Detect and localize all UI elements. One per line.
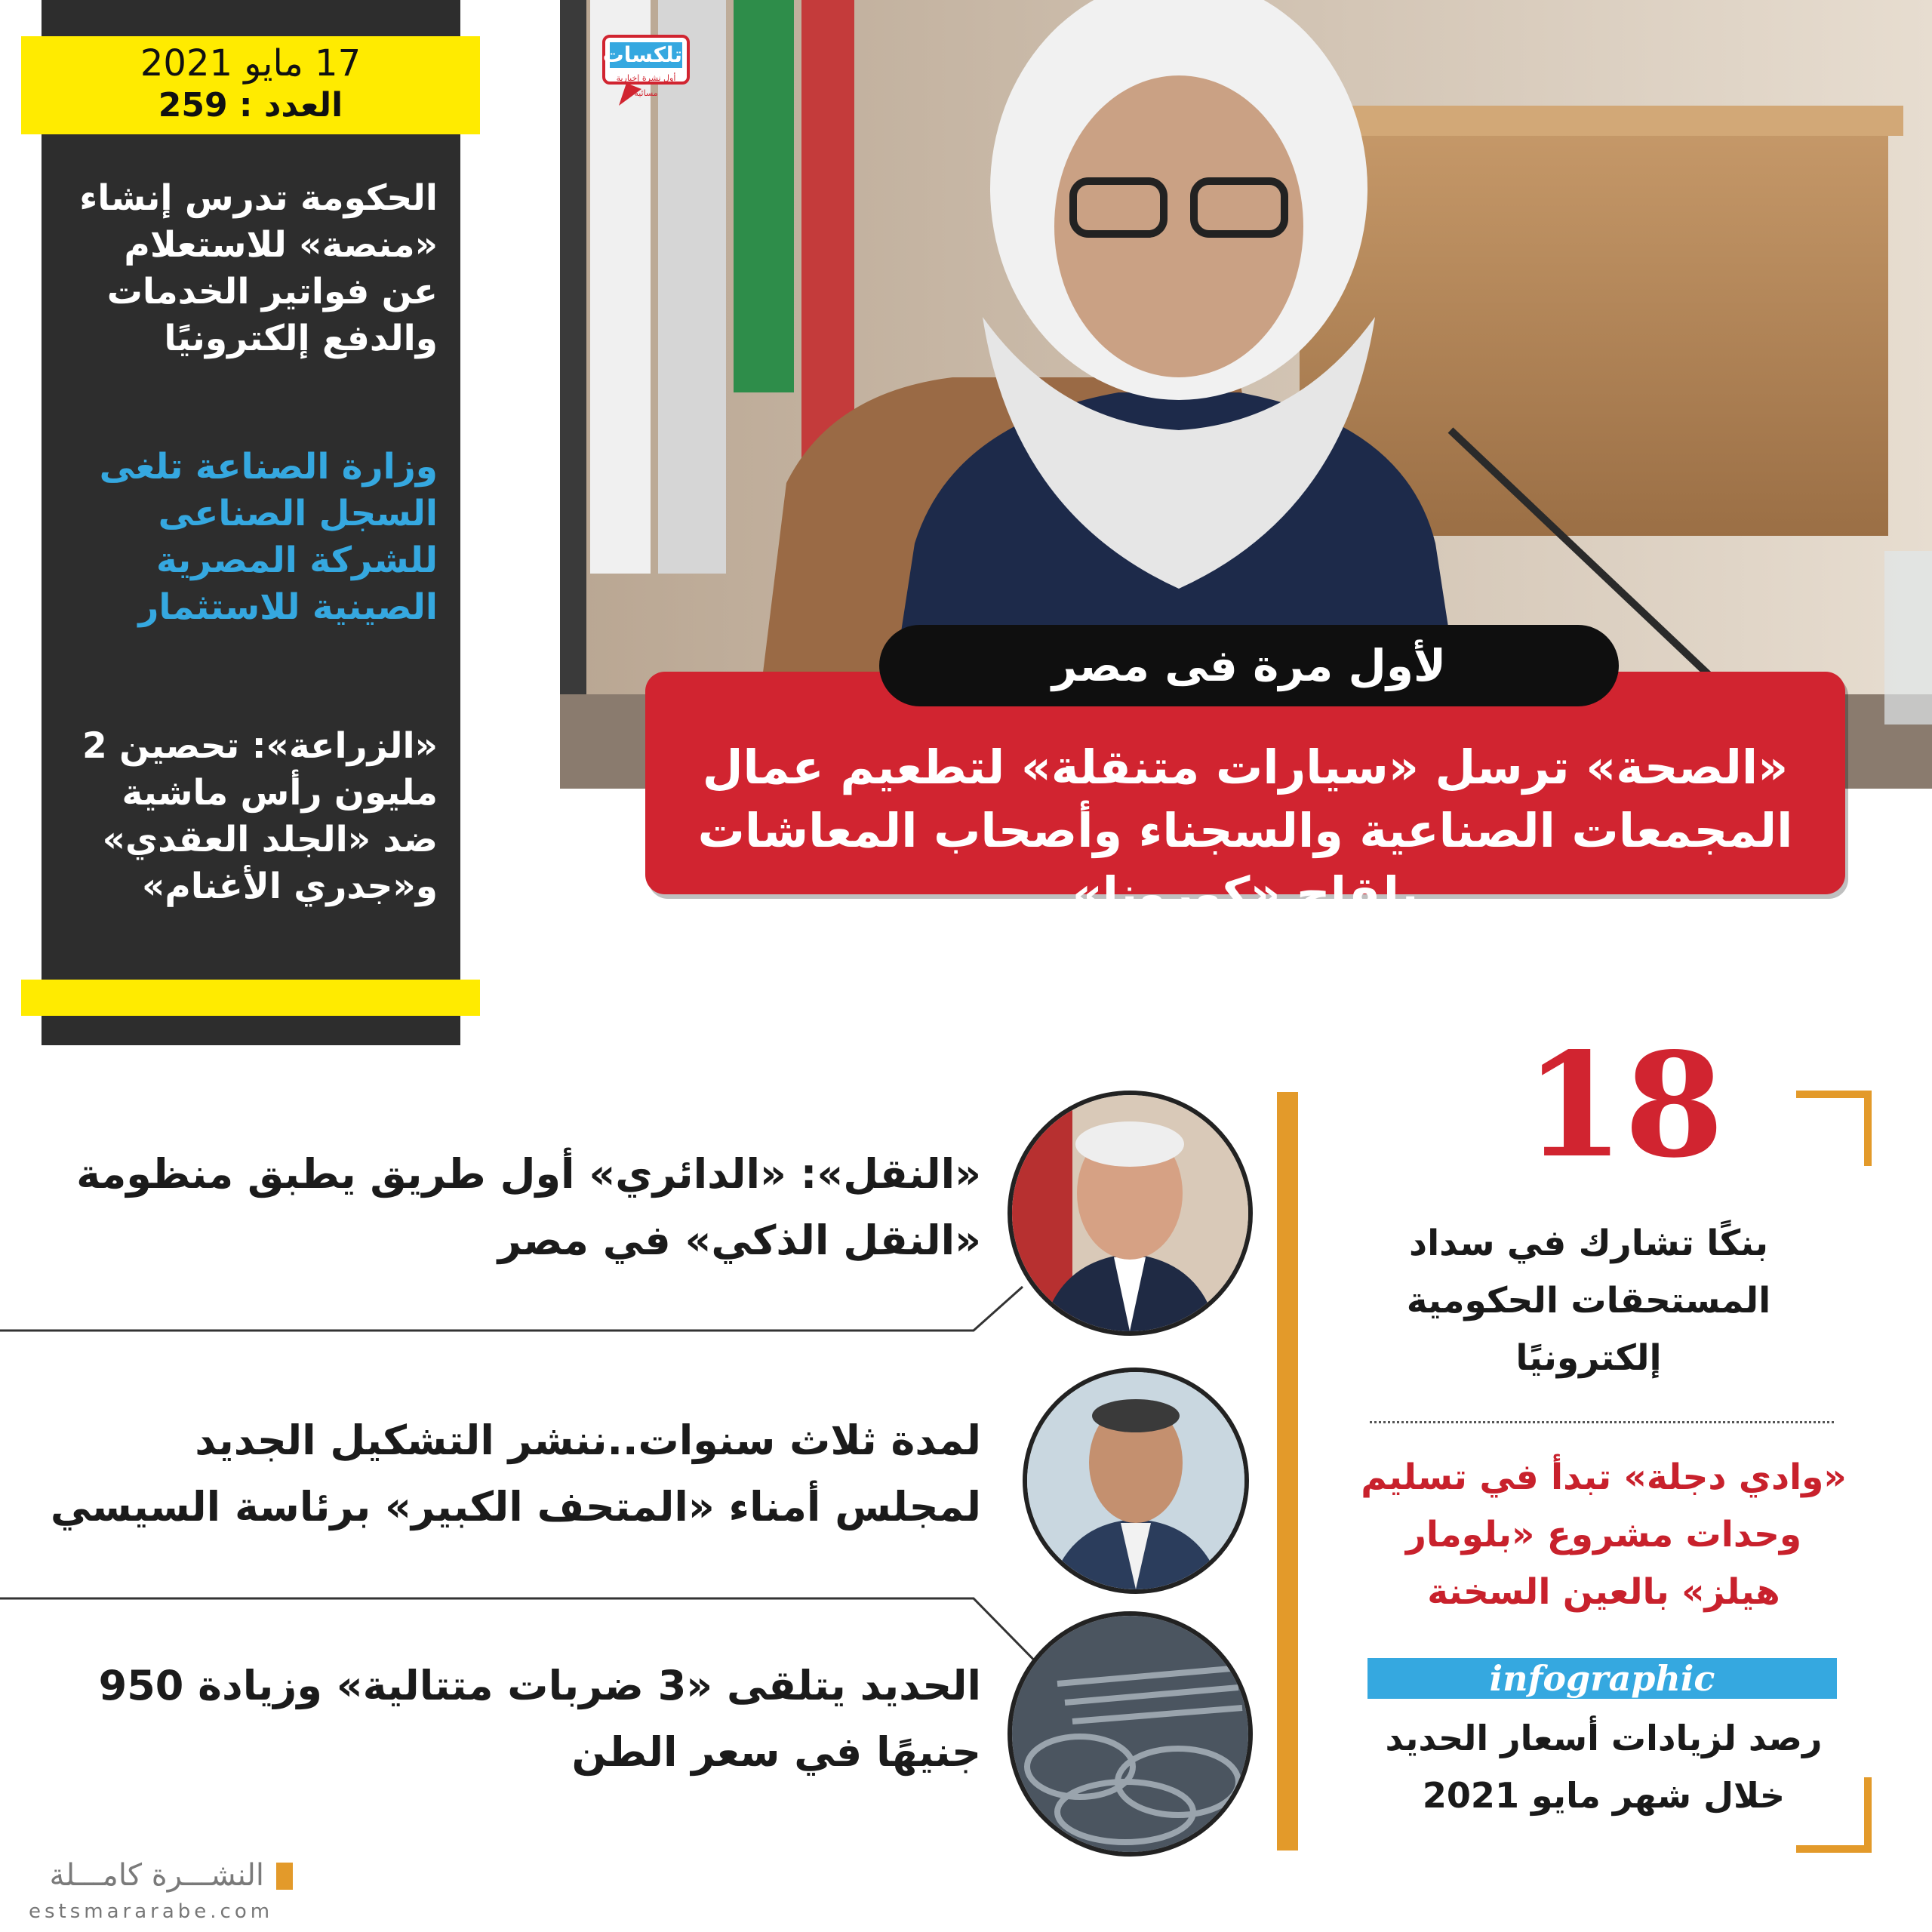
bracket-top-right — [1796, 1091, 1872, 1166]
story-transport[interactable]: «النقل»: «الدائري» أول طريق يطبق منظومة «النقل الذكي» في مصر — [76, 1150, 981, 1264]
footer-url[interactable]: estsmararabe.com — [29, 1900, 274, 1923]
bracket-bottom-right — [1796, 1777, 1872, 1853]
portrait-icon — [1012, 1095, 1248, 1331]
issue-date: 17 مايو 2021 — [140, 42, 361, 85]
side-story-industry[interactable]: وزارة الصناعة تلغى السجل الصناعى للشركة المصرية الصينية للاستثمار — [99, 446, 438, 628]
headline-title: «الصحة» ترسل «سيارات متنقلة» لتطعيم عمال المجمعات الصناعية والسجناء وأصحاب المعاشات بلقاح «كورونا» — [697, 740, 1793, 921]
side-story-agriculture[interactable]: «الزراعة»: تحصين 2 مليون رأس ماشية ضد «الجلد العقدي» و«جدري الأغنام» — [82, 725, 438, 907]
story-museum[interactable]: لمدة ثلاث سنوات..ننشر التشكيل الجديد لمجلس أمناء «المتحف الكبير» برئاسة السيسي — [50, 1417, 981, 1531]
footer-brand: النشـــرة كامـــلة — [49, 1858, 264, 1893]
sidebar-divider — [1370, 1421, 1834, 1423]
steel-icon — [1012, 1616, 1248, 1852]
story-divider-1 — [0, 1283, 1026, 1336]
story-museum-avatar — [1023, 1367, 1249, 1594]
infographic-label: infographic — [1367, 1658, 1837, 1699]
headline-kicker: لأول مرة فى مصر — [879, 625, 1619, 706]
banks-count: 18 — [1524, 1021, 1724, 1189]
logo-name: تلكسات — [602, 42, 682, 67]
side-column-footer-bar — [21, 980, 480, 1016]
footer-mark — [276, 1863, 293, 1890]
story-steel-avatar — [1008, 1611, 1253, 1857]
story-transport-avatar — [1008, 1091, 1253, 1336]
portrait-icon — [1027, 1372, 1244, 1589]
column-divider — [1277, 1092, 1298, 1850]
logo-tagline: أول نشرة إخبارية مسائية — [616, 73, 676, 98]
masthead-box — [21, 36, 480, 134]
side-story-platform[interactable]: الحكومة تدرس إنشاء «منصة» للاستعلام عن فواتير الخدمات والدفع إلكترونيًا — [79, 177, 438, 359]
sidebar-story-banks[interactable]: بنكًا تشارك في سداد المستحقات الحكومية إلكترونيًا — [1406, 1223, 1771, 1379]
infographic-story[interactable]: رصد لزيادات أسعار الحديد خلال شهر مايو 2021 — [1385, 1718, 1823, 1816]
story-steel[interactable]: الحديد يتلقى «3 ضربات متتالية» وزيادة 950 جنيهًا في سعر الطن — [98, 1662, 981, 1776]
issue-number: العدد : 259 — [158, 86, 343, 125]
sidebar-story-tigris[interactable]: «وادي دجلة» تبدأ في تسليم وحدات مشروع «بلومار هيلز» بالعين السخنة — [1361, 1457, 1847, 1613]
